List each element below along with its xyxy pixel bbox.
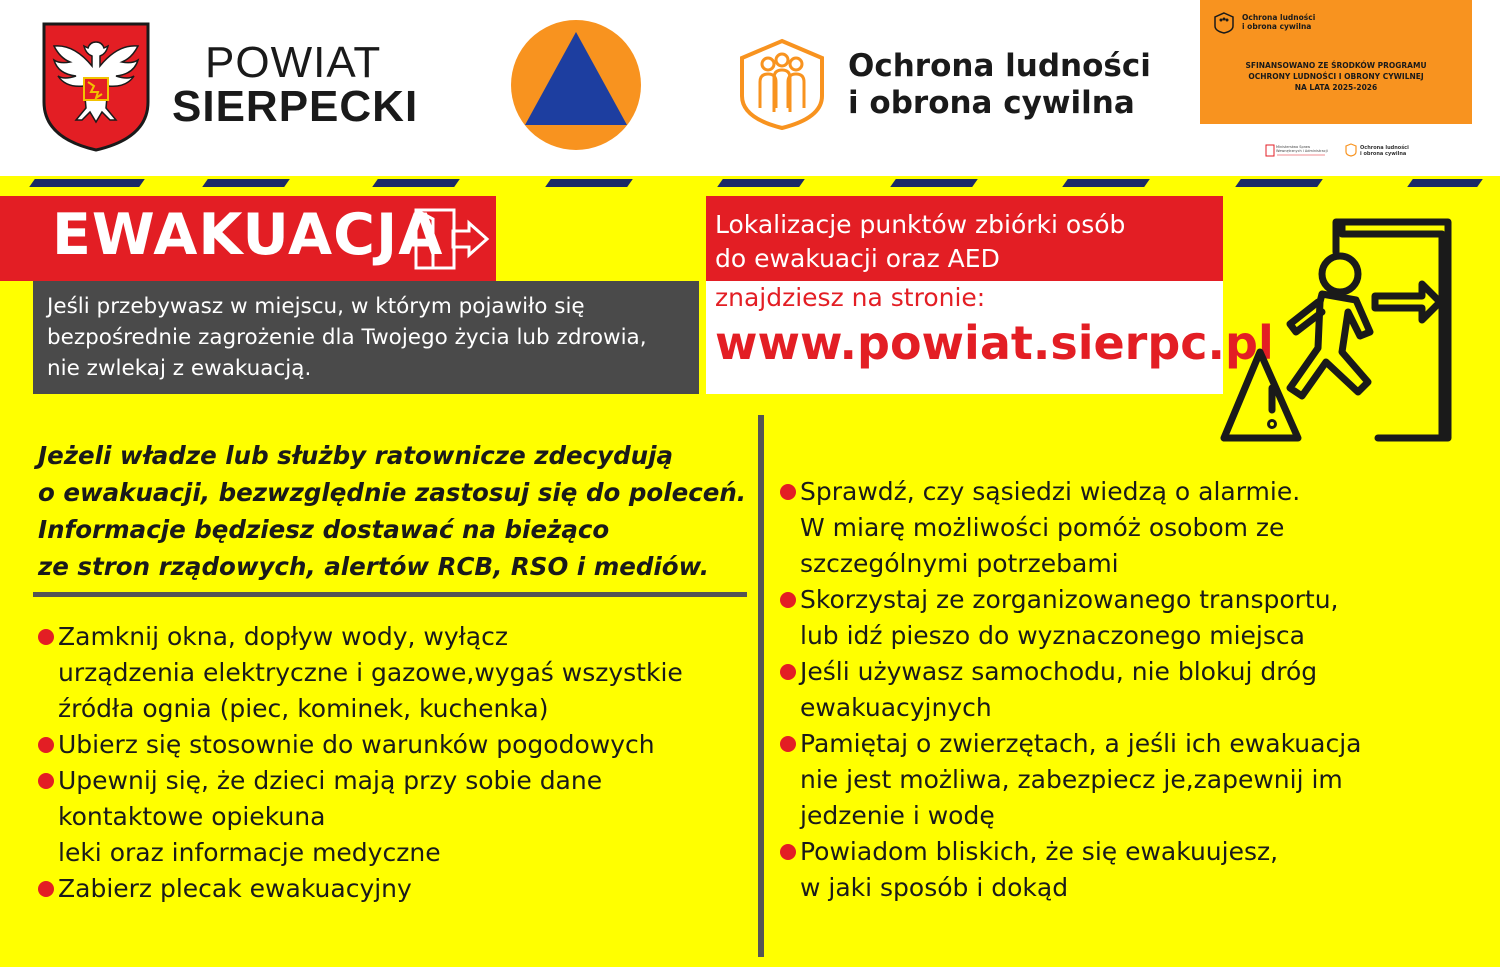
funding-brand-line2: i obrona cywilna — [1242, 22, 1312, 31]
checklist-item-line: Zamknij okna, dopływ wody, wyłącz — [58, 622, 508, 651]
header — [0, 0, 1500, 176]
small-name-line1: Ochrona ludności — [1360, 145, 1409, 151]
authority-instructions — [38, 437, 748, 585]
checklist-item-line: szczególnymi potrzebami — [800, 549, 1119, 578]
powiat-name-line2: SIERPECKI — [172, 82, 419, 131]
checklist-item-line: Upewnij się, że dzieci mają przy sobie dane — [58, 766, 603, 795]
bullet-dot-icon — [780, 736, 796, 752]
checklist-item-line: jedzenie i wodę — [800, 801, 995, 830]
checklist-item — [36, 727, 683, 763]
program-name-line1: Ochrona ludności — [848, 48, 1151, 84]
small-name-line2: i obrona cywilna — [1360, 151, 1407, 157]
left-checklist — [36, 619, 683, 907]
bullet-dot-icon — [38, 773, 54, 789]
funding-note-line3: NA LATA 2025-2026 — [1294, 83, 1378, 92]
checklist-item-line: Zabierz plecak ewakuacyjny — [58, 874, 412, 903]
checklist-item — [778, 726, 1361, 834]
stripe-dash — [545, 179, 633, 187]
stripe-dash — [890, 179, 978, 187]
website-link[interactable]: www.powiat.sierpc.pl — [715, 316, 1274, 370]
bullet-dot-icon — [38, 629, 54, 645]
checklist-item-line: leki oraz informacje medyczne — [58, 838, 441, 867]
instructions-line: ze stron rządowych, alertów RCB, RSO i mediów. — [38, 552, 710, 581]
ministry-name-line2: Wewnętrznych i Administracji — [1276, 149, 1328, 153]
civil-defence-triangle-icon — [511, 20, 641, 150]
civil-protection-small-icon — [1345, 143, 1357, 157]
checklist-item — [778, 834, 1361, 906]
checklist-item — [778, 474, 1361, 582]
civil-protection-mini-icon — [1214, 12, 1234, 34]
locations-hint: znajdziesz na stronie: — [715, 283, 986, 312]
locations-heading — [715, 208, 1125, 276]
funding-note-line2: OCHRONY LUDNOŚCI I OBRONY CYWILNEJ — [1248, 72, 1424, 81]
page-title: EWAKUACJA — [52, 202, 444, 268]
powiat-name-line1: POWIAT — [205, 38, 382, 87]
stripe-dash — [1062, 179, 1150, 187]
stripe-dash — [202, 179, 290, 187]
program-name-line2: i obrona cywilna — [848, 85, 1135, 121]
instructions-line: Jeżeli władze lub służby ratownicze zdecydują — [38, 441, 674, 470]
ministry-name-line1: Ministerstwo Spraw — [1276, 145, 1311, 149]
stripe-dash — [372, 179, 460, 187]
eagle-coat-of-arms-icon — [40, 20, 152, 152]
checklist-item-line: urządzenia elektryczne i gazowe,wygaś wszystkie — [58, 658, 683, 687]
checklist-item-line: lub idź pieszo do wyznaczonego miejsca — [800, 621, 1305, 650]
emergency-exit-runner-icon — [1218, 212, 1458, 444]
bullet-dot-icon — [780, 484, 796, 500]
bullet-dot-icon — [780, 592, 796, 608]
civil-protection-program-name — [848, 48, 1151, 122]
civil-protection-people-icon — [738, 38, 826, 130]
right-checklist — [778, 474, 1361, 906]
funding-note — [1200, 60, 1472, 93]
funding-brand-line1: Ochrona ludności — [1242, 13, 1316, 22]
funding-banner — [1200, 0, 1472, 124]
checklist-item — [778, 654, 1361, 726]
horizontal-divider — [33, 592, 747, 597]
bullet-dot-icon — [38, 881, 54, 897]
funding-brand — [1242, 13, 1315, 31]
checklist-item-line: w jaki sposób i dokąd — [800, 873, 1069, 902]
threat-notice-line: nie zwlekaj z ewakuacją. — [47, 356, 312, 381]
stripe-dash — [1407, 179, 1483, 187]
instructions-line: o ewakuacji, bezwzględnie zastosuj się do poleceń. — [38, 478, 747, 507]
threat-notice — [47, 291, 692, 384]
stripe-dash — [717, 179, 805, 187]
checklist-item-line: źródła ognia (piec, kominek, kuchenka) — [58, 694, 549, 723]
ministry-name — [1276, 145, 1328, 153]
vertical-divider — [758, 415, 764, 957]
checklist-item — [36, 619, 683, 727]
instructions-line: Informacje będziesz dostawać na bieżąco — [38, 515, 610, 544]
checklist-item-line: Powiadom bliskich, że się ewakuujesz, — [800, 837, 1279, 866]
threat-notice-line: Jeśli przebywasz w miejscu, w którym pojawiło się — [47, 294, 585, 319]
locations-heading-line: do ewakuacji oraz AED — [715, 244, 1000, 273]
checklist-item-line: Pamiętaj o zwierzętach, a jeśli ich ewakuacja — [800, 729, 1362, 758]
stripe-dash — [1235, 179, 1323, 187]
checklist-item — [36, 871, 683, 907]
checklist-item-line: nie jest możliwa, zabezpiecz je,zapewnij im — [800, 765, 1343, 794]
stripe-dash — [29, 179, 145, 187]
checklist-item-line: Sprawdź, czy sąsiedzi wiedzą o alarmie. — [800, 477, 1301, 506]
funding-note-line1: SFINANSOWANO ZE ŚRODKÓW PROGRAMU — [1245, 61, 1427, 70]
bullet-dot-icon — [38, 737, 54, 753]
checklist-item — [778, 582, 1361, 654]
bullet-dot-icon — [780, 844, 796, 860]
civil-protection-small-name — [1360, 145, 1409, 157]
bullet-dot-icon — [780, 664, 796, 680]
exit-door-arrow-icon — [413, 207, 491, 271]
checklist-item-line: Skorzystaj ze zorganizowanego transportu, — [800, 585, 1339, 614]
checklist-item-line: Jeśli używasz samochodu, nie blokuj dróg — [800, 657, 1318, 686]
threat-notice-line: bezpośrednie zagrożenie dla Twojego życia lub zdrowia, — [47, 325, 647, 350]
checklist-item-line: kontaktowe opiekuna — [58, 802, 326, 831]
checklist-item-line: ewakuacyjnych — [800, 693, 992, 722]
checklist-item — [36, 763, 683, 871]
checklist-item-line: Ubierz się stosownie do warunków pogodowych — [58, 730, 655, 759]
locations-heading-line: Lokalizacje punktów zbiórki osób — [715, 210, 1126, 239]
checklist-item-line: W miarę możliwości pomóż osobom ze — [800, 513, 1285, 542]
